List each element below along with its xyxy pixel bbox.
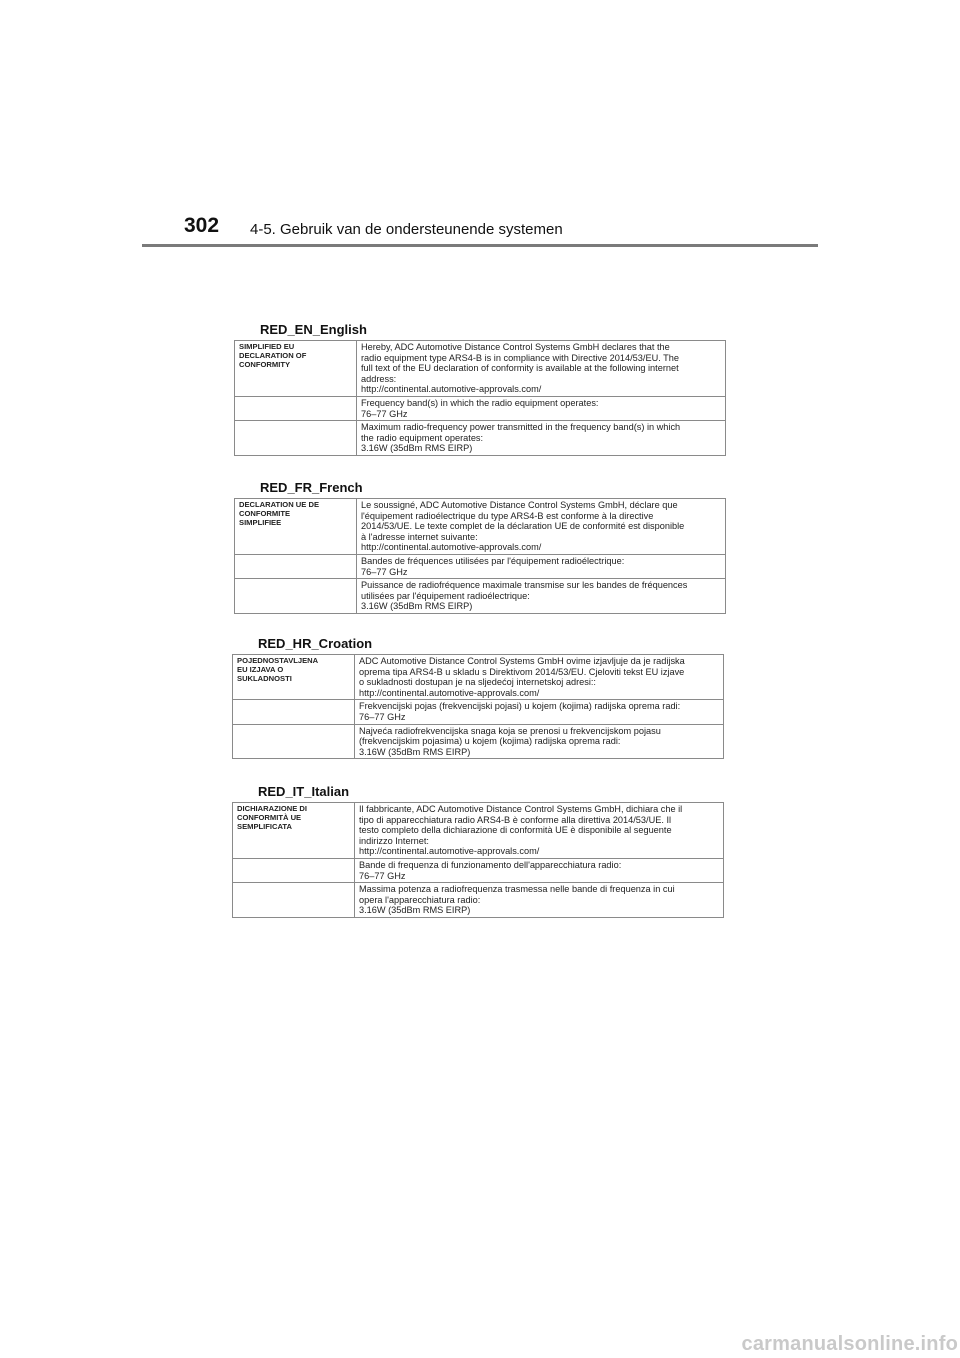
- text-line: oprema tipa ARS4-B u skladu s Direktivom 2014/53/EU. Cjeloviti tekst EU izjave: [359, 666, 685, 677]
- declaration-table: [232, 654, 724, 759]
- table-row: [235, 554, 726, 578]
- text-cell: [357, 421, 726, 456]
- table-row: [233, 858, 724, 882]
- label-cell: [235, 341, 357, 397]
- text-line: 3.16W (35dBm RMS EIRP): [359, 746, 471, 757]
- text-cell: [357, 396, 726, 420]
- text-line: utilisées par l'équipement radioélectrique:: [361, 590, 530, 601]
- text-line: Najveća radiofrekvencijska snaga koja se prenosi u frekvencijskom pojasu: [359, 725, 661, 736]
- watermark: carmanualsonline.info: [741, 1333, 958, 1355]
- label-line: DICHIARAZIONE DI: [237, 804, 308, 813]
- label-cell: [233, 655, 355, 700]
- text-cell: [355, 655, 724, 700]
- table-row: [233, 700, 724, 724]
- text-line: 76–77 GHz: [359, 711, 406, 722]
- url-line: http://continental.automotive-approvals.com/: [359, 846, 540, 857]
- table-row: [233, 883, 724, 918]
- label-line: CONFORMITY: [239, 360, 291, 370]
- table-row: [235, 579, 726, 614]
- label-cell: [233, 724, 355, 759]
- text-line: 76–77 GHz: [361, 408, 408, 419]
- text-cell: [355, 700, 724, 724]
- label-cell: [235, 421, 357, 456]
- table-row: [235, 421, 726, 456]
- text-line: 76–77 GHz: [359, 870, 406, 881]
- text-line: Il fabbricante, ADC Automotive Distance Control Systems GmbH, dichiara che il: [359, 804, 683, 814]
- table-row: [235, 396, 726, 420]
- text-line: address:: [361, 373, 397, 384]
- text-line: Le soussigné, ADC Automotive Distance Control Systems GmbH, déclare que: [361, 500, 678, 510]
- text-line: tipo di apparecchiatura radio ARS4-B è conforme alla direttiva 2014/53/UE. Il: [359, 814, 672, 825]
- text-line: 3.16W (35dBm RMS EIRP): [361, 601, 473, 612]
- text-line: Maximum radio-frequency power transmitted in the frequency band(s) in which: [361, 422, 681, 433]
- label-line: SIMPLIFIED EU: [239, 342, 295, 351]
- label-cell: [235, 396, 357, 420]
- text-cell: [355, 883, 724, 918]
- declaration-table: [234, 498, 726, 614]
- text-line: (frekvencijskim pojasima) u kojem (kojima) radijska oprema radi:: [359, 736, 621, 747]
- text-cell: [355, 803, 724, 859]
- label-cell: [233, 883, 355, 918]
- text-line: 2014/53/UE. Le texte complet de la déclaration UE de conformité est disponible: [361, 521, 685, 532]
- declaration-table: [234, 340, 726, 456]
- text-line: radio equipment type ARS4-B is in compliance with Directive 2014/53/EU. The: [361, 352, 679, 363]
- label-line: POJEDNOSTAVLJENA: [237, 656, 319, 665]
- header-rule: [142, 244, 818, 247]
- label-cell: [233, 858, 355, 882]
- block-title: RED_HR_Croation: [258, 636, 373, 651]
- text-cell: [357, 554, 726, 578]
- text-line: Bandes de fréquences utilisées par l'équipement radioélectrique:: [361, 555, 625, 566]
- label-line: CONFORMITÀ UE: [237, 813, 302, 823]
- label-cell: [235, 499, 357, 555]
- label-line: DECLARATION OF: [239, 351, 307, 361]
- text-line: Massima potenza a radiofrequenza trasmessa nelle bande di frequenza in cui: [359, 884, 675, 895]
- text-line: indirizzo Internet:: [359, 835, 429, 846]
- table-row: [233, 803, 724, 859]
- table-row: [233, 724, 724, 759]
- text-line: Frequency band(s) in which the radio equipment operates:: [361, 397, 599, 408]
- text-line: full text of the EU declaration of conformity is available at the following internet: [361, 363, 679, 374]
- url-line: http://continental.automotive-approvals.com/: [361, 542, 542, 553]
- label-cell: [235, 554, 357, 578]
- text-line: 76–77 GHz: [361, 566, 408, 577]
- label-line: SUKLADNOSTI: [237, 674, 292, 684]
- page-number: 302: [184, 214, 220, 237]
- label-cell: [233, 803, 355, 859]
- block-title: RED_EN_English: [260, 322, 367, 337]
- table-row: [233, 655, 724, 700]
- text-line: the radio equipment operates:: [361, 432, 484, 443]
- text-cell: [357, 579, 726, 614]
- text-line: 3.16W (35dBm RMS EIRP): [361, 443, 473, 454]
- block-title: RED_IT_Italian: [258, 784, 350, 799]
- label-line: DECLARATION UE DE: [239, 500, 320, 509]
- text-line: l'équipement radioélectrique du type ARS4-B est conforme à la directive: [361, 510, 654, 521]
- text-cell: [357, 499, 726, 555]
- text-line: Frekvencijski pojas (frekvencijski pojasi) u kojem (kojima) radijska oprema radi:: [359, 701, 681, 712]
- label-line: EU IZJAVA O: [237, 665, 284, 675]
- text-line: Puissance de radiofréquence maximale transmise sur les bandes de fréquences: [361, 580, 688, 591]
- table-row: [235, 341, 726, 397]
- text-line: opera l'apparecchiatura radio:: [359, 894, 481, 905]
- url-line: http://continental.automotive-approvals.com/: [361, 384, 542, 395]
- table-row: [235, 499, 726, 555]
- label-line: SEMPLIFICATA: [237, 822, 292, 832]
- page-header: [0, 0, 960, 250]
- text-line: ADC Automotive Distance Control Systems GmbH ovime izjavljuje da je radijska: [359, 656, 685, 666]
- text-cell: [355, 858, 724, 882]
- text-line: o sukladnosti dostupan je na sljedećoj internetskoj adresi::: [359, 677, 596, 688]
- label-line: CONFORMITE: [239, 509, 291, 519]
- declaration-table: [232, 802, 724, 918]
- url-line: http://continental.automotive-approvals.com/: [359, 687, 540, 698]
- text-cell: [355, 724, 724, 759]
- text-line: à l'adresse internet suivante:: [361, 531, 478, 542]
- text-line: Bande di frequenza di funzionamento dell'apparecchiatura radio:: [359, 859, 622, 870]
- label-line: SIMPLIFIEE: [239, 518, 282, 528]
- block-title: RED_FR_French: [260, 480, 363, 495]
- text-line: 3.16W (35dBm RMS EIRP): [359, 905, 471, 916]
- text-line: Hereby, ADC Automotive Distance Control Systems GmbH declares that the: [361, 342, 670, 352]
- section-title: 4-5. Gebruik van de ondersteunende systemen: [250, 221, 563, 238]
- label-cell: [233, 700, 355, 724]
- text-line: testo completo della dichiarazione di conformità UE è disponibile al seguente: [359, 825, 672, 836]
- text-cell: [357, 341, 726, 397]
- label-cell: [235, 579, 357, 614]
